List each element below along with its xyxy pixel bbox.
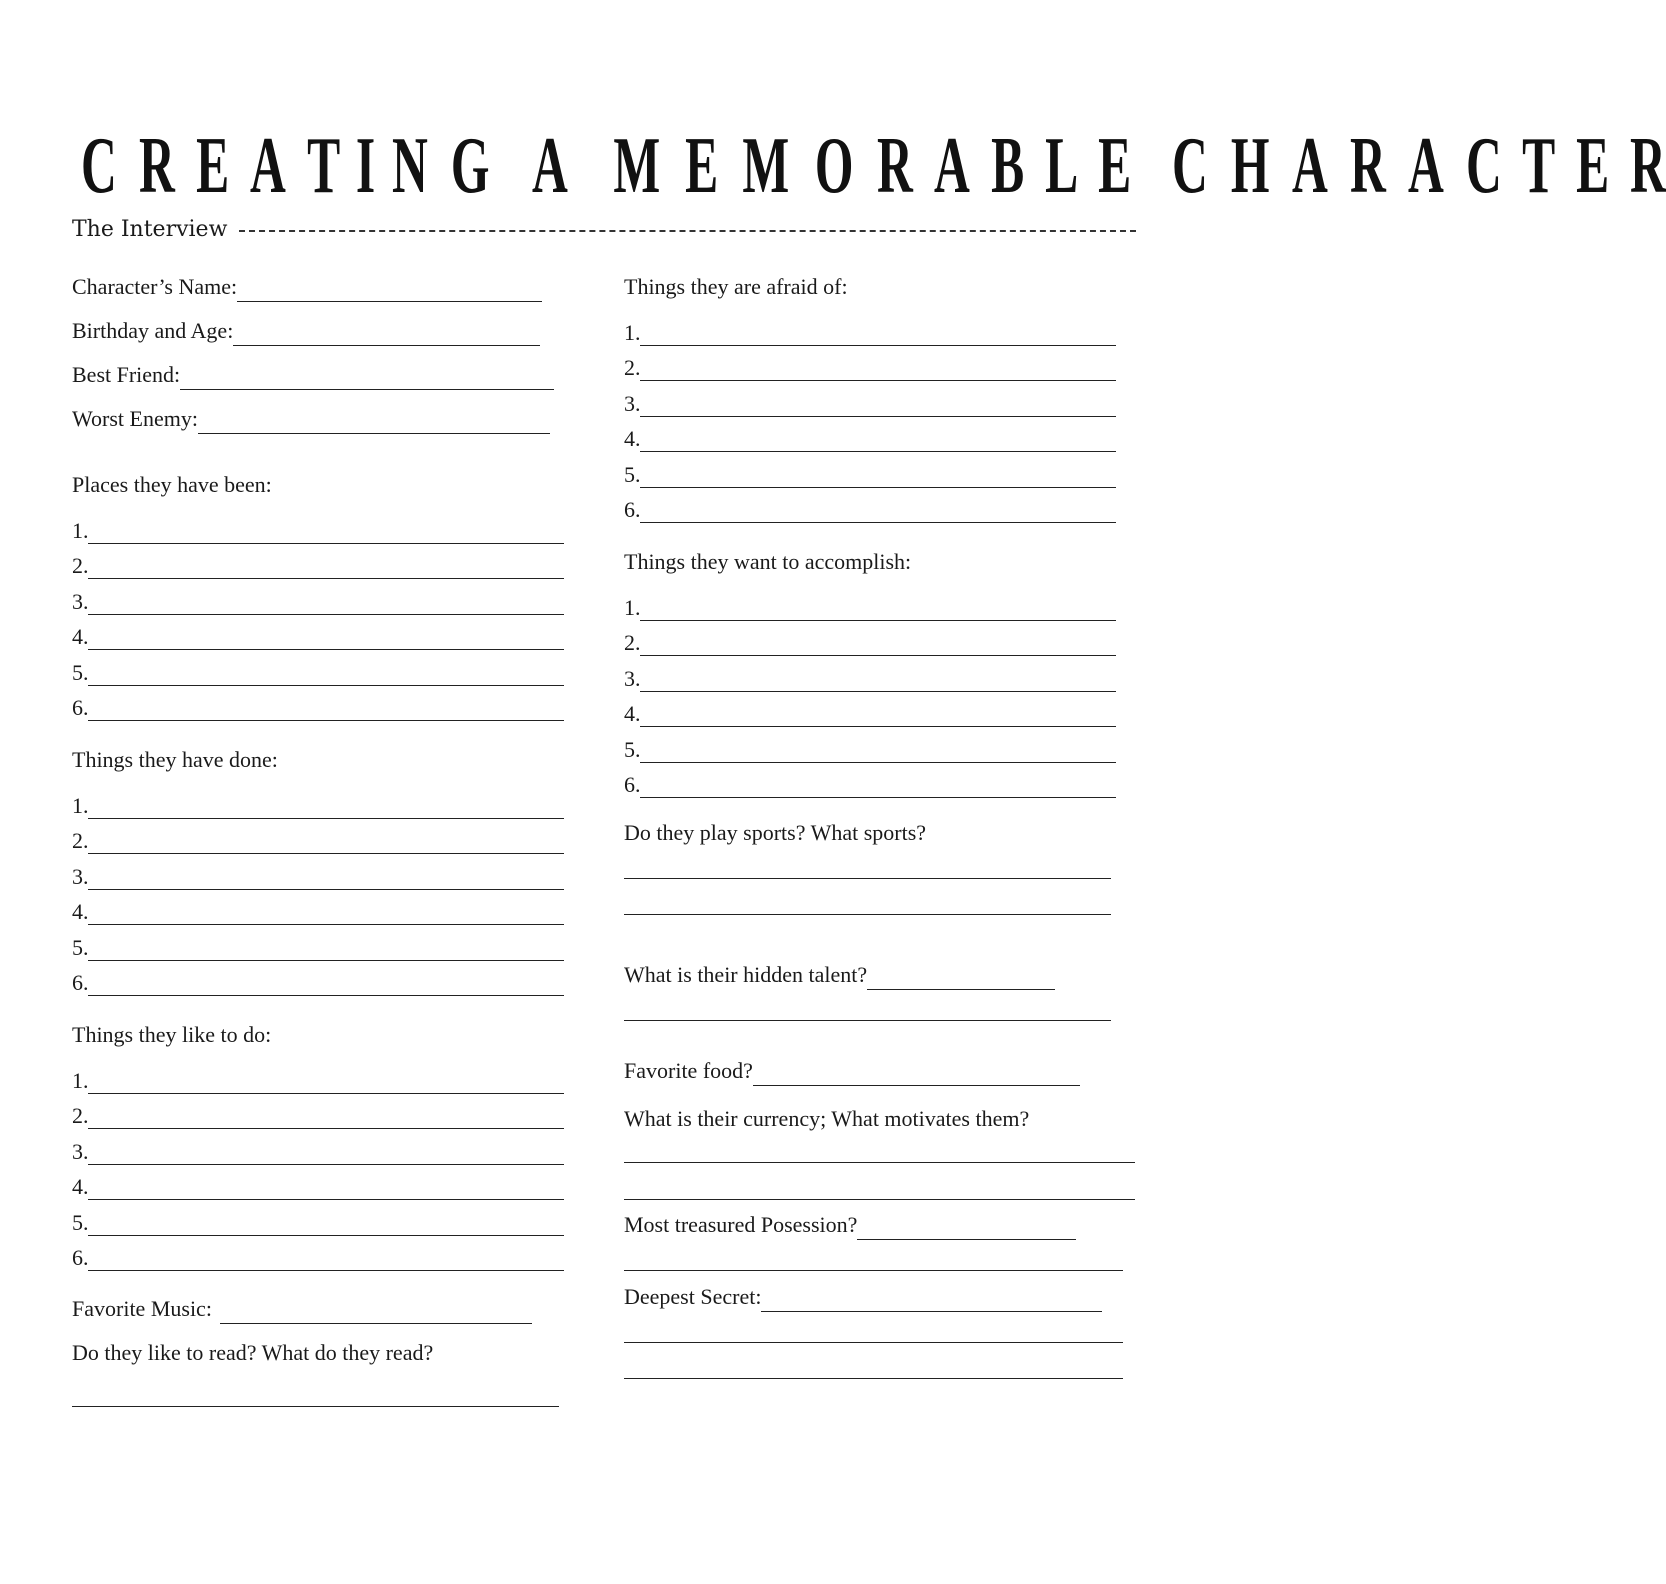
done-list xyxy=(72,783,564,996)
best-friend-input[interactable] xyxy=(180,367,554,390)
title-letter: I xyxy=(355,122,376,210)
accomplish-item-number: 2. xyxy=(624,630,641,655)
like-list xyxy=(72,1058,564,1271)
afraid-item-line[interactable] xyxy=(640,429,1116,452)
places-item-line[interactable] xyxy=(88,663,564,686)
title-space xyxy=(1145,128,1157,204)
done-item-3 xyxy=(72,854,564,890)
title-letter: R xyxy=(1350,122,1386,210)
character-name-input[interactable] xyxy=(237,279,542,302)
like-heading: Things they like to do: xyxy=(72,1022,272,1047)
accomplish-item-line[interactable] xyxy=(640,704,1116,727)
places-item-3 xyxy=(72,579,564,615)
title-letter: A xyxy=(1407,122,1444,210)
title-letter: T xyxy=(1522,122,1556,210)
sports-question: Do they play sports? What sports? xyxy=(624,820,927,845)
places-item-number: 2. xyxy=(72,553,89,578)
worst-enemy-input[interactable] xyxy=(198,411,550,434)
places-item-number: 5. xyxy=(72,659,89,685)
favorite-music-input[interactable] xyxy=(220,1301,532,1324)
title-letter: C xyxy=(1465,122,1502,210)
like-item-line[interactable] xyxy=(88,1106,564,1129)
afraid-item-line[interactable] xyxy=(640,465,1116,488)
accomplish-heading: Things they want to accomplish: xyxy=(624,549,912,574)
done-item-2 xyxy=(72,819,564,855)
title-letter: B xyxy=(991,122,1025,210)
like-item-line[interactable] xyxy=(88,1248,564,1271)
places-item-number: 6. xyxy=(72,695,89,720)
title-letter: C xyxy=(1172,122,1209,210)
like-item-line[interactable] xyxy=(88,1177,564,1200)
places-item-line[interactable] xyxy=(88,592,564,615)
afraid-item-number: 6. xyxy=(624,497,641,522)
done-item-5 xyxy=(72,925,564,961)
title-letter: R xyxy=(138,122,175,210)
dashed-rule xyxy=(239,230,1136,232)
done-item-line[interactable] xyxy=(88,902,564,925)
like-item-number: 4. xyxy=(72,1174,89,1199)
accomplish-item-line[interactable] xyxy=(640,669,1116,692)
like-item-1 xyxy=(72,1058,564,1094)
done-item-number: 5. xyxy=(72,934,89,960)
places-item-number: 1. xyxy=(72,517,89,543)
like-item-line[interactable] xyxy=(88,1213,564,1236)
character-name-field xyxy=(72,272,542,302)
accomplish-item-number: 5. xyxy=(624,736,641,762)
title-letter: R xyxy=(1630,122,1666,210)
like-item-line[interactable] xyxy=(88,1142,564,1165)
worst-enemy-label: Worst Enemy: xyxy=(72,406,198,431)
title-space xyxy=(505,128,517,204)
currency-answer-line-2[interactable] xyxy=(624,1199,1135,1200)
accomplish-item-line[interactable] xyxy=(640,740,1116,763)
afraid-item-3 xyxy=(624,381,1116,417)
like-item-number: 5. xyxy=(72,1209,89,1235)
places-heading: Places they have been: xyxy=(72,472,272,497)
afraid-item-number: 4. xyxy=(624,426,641,451)
places-item-line[interactable] xyxy=(88,627,564,650)
deepest-secret-field xyxy=(624,1282,1102,1312)
title-letter: M xyxy=(613,122,661,210)
like-item-5 xyxy=(72,1200,564,1236)
deepest-secret-input[interactable] xyxy=(761,1289,1102,1312)
hidden-talent-answer-line[interactable] xyxy=(624,1020,1111,1021)
best-friend-field xyxy=(72,360,554,390)
hidden-talent-field xyxy=(624,960,1055,990)
places-item-number: 3. xyxy=(72,588,89,614)
title-letter: E xyxy=(1098,122,1132,210)
section-subtitle xyxy=(72,214,1136,244)
deepest-secret-label: Deepest Secret: xyxy=(624,1284,762,1309)
afraid-item-line[interactable] xyxy=(640,394,1116,417)
like-item-6 xyxy=(72,1236,564,1272)
afraid-item-1 xyxy=(624,310,1116,346)
currency-answer-line-1[interactable] xyxy=(624,1162,1135,1163)
like-item-line[interactable] xyxy=(88,1071,564,1094)
like-item-4 xyxy=(72,1165,564,1201)
hidden-talent-label: What is their hidden talent? xyxy=(624,962,868,987)
currency-question: What is their currency; What motivates them? xyxy=(624,1106,1030,1131)
accomplish-item-line[interactable] xyxy=(640,598,1116,621)
afraid-item-number: 2. xyxy=(624,355,641,380)
subtitle-label: The Interview xyxy=(72,216,228,242)
places-item-line[interactable] xyxy=(88,698,564,721)
sports-answer-line-1[interactable] xyxy=(624,878,1111,879)
done-item-number: 6. xyxy=(72,970,89,995)
like-item-number: 2. xyxy=(72,1103,89,1128)
done-item-line[interactable] xyxy=(88,831,564,854)
accomplish-item-number: 6. xyxy=(624,772,641,797)
best-friend-label: Best Friend: xyxy=(72,362,181,387)
accomplish-list xyxy=(624,585,1116,798)
title-letter: G xyxy=(450,122,490,210)
done-item-number: 4. xyxy=(72,899,89,924)
accomplish-item-line[interactable] xyxy=(640,633,1116,656)
places-item-number: 4. xyxy=(72,624,89,649)
character-name-label: Character’s Name: xyxy=(72,274,238,299)
like-item-number: 1. xyxy=(72,1067,89,1093)
sports-answer-line-2[interactable] xyxy=(624,914,1111,915)
deepest-secret-answer-line-2[interactable] xyxy=(624,1378,1123,1379)
accomplish-item-number: 3. xyxy=(624,665,641,691)
hidden-talent-input[interactable] xyxy=(867,967,1055,990)
afraid-item-6 xyxy=(624,488,1116,524)
afraid-item-number: 5. xyxy=(624,461,641,487)
accomplish-item-number: 4. xyxy=(624,701,641,726)
birthday-field xyxy=(72,316,540,346)
done-item-number: 2. xyxy=(72,828,89,853)
afraid-item-2 xyxy=(624,346,1116,382)
done-item-number: 3. xyxy=(72,863,89,889)
title-letter: A xyxy=(934,122,971,210)
places-item-4 xyxy=(72,615,564,651)
done-item-line[interactable] xyxy=(88,973,564,996)
like-item-number: 3. xyxy=(72,1138,89,1164)
read-question: Do they like to read? What do they read? xyxy=(72,1340,434,1365)
title-space xyxy=(583,128,595,204)
accomplish-item-3 xyxy=(624,656,1116,692)
deepest-secret-answer-line-1[interactable] xyxy=(624,1342,1123,1343)
title-letter: E xyxy=(1575,122,1609,210)
title-letter: H xyxy=(1230,122,1270,210)
afraid-item-4 xyxy=(624,417,1116,453)
places-item-line[interactable] xyxy=(88,556,564,579)
title-letter: C xyxy=(80,122,117,210)
places-list xyxy=(72,508,564,721)
done-item-line[interactable] xyxy=(88,938,564,961)
places-item-5 xyxy=(72,650,564,686)
treasured-possession-input[interactable] xyxy=(857,1217,1076,1240)
title-letter: L xyxy=(1044,122,1078,210)
done-heading: Things they have done: xyxy=(72,747,278,772)
afraid-item-line[interactable] xyxy=(640,323,1116,346)
birthday-label: Birthday and Age: xyxy=(72,318,234,343)
page-title xyxy=(70,122,1666,210)
title-letter: E xyxy=(684,122,718,210)
places-item-1 xyxy=(72,508,564,544)
title-letter: O xyxy=(815,122,854,210)
accomplish-item-4 xyxy=(624,692,1116,728)
done-item-4 xyxy=(72,890,564,926)
accomplish-item-6 xyxy=(624,763,1116,799)
done-item-1 xyxy=(72,783,564,819)
birthday-input[interactable] xyxy=(233,323,540,346)
page-title-letters xyxy=(70,122,1666,210)
favorite-music-label: Favorite Music: xyxy=(72,1296,212,1321)
title-letter: A xyxy=(1292,122,1329,210)
afraid-item-5 xyxy=(624,452,1116,488)
afraid-heading: Things they are afraid of: xyxy=(624,274,848,299)
like-item-number: 6. xyxy=(72,1245,89,1270)
done-item-line[interactable] xyxy=(88,867,564,890)
favorite-food-input[interactable] xyxy=(753,1063,1080,1086)
places-item-6 xyxy=(72,686,564,722)
treasured-possession-field xyxy=(624,1210,1076,1240)
accomplish-item-1 xyxy=(624,585,1116,621)
accomplish-item-line[interactable] xyxy=(640,775,1116,798)
like-item-2 xyxy=(72,1094,564,1130)
treasured-possession-label: Most treasured Posession? xyxy=(624,1212,858,1237)
accomplish-item-number: 1. xyxy=(624,594,641,620)
places-item-line[interactable] xyxy=(88,521,564,544)
favorite-food-field xyxy=(624,1056,1080,1086)
read-answer-line[interactable] xyxy=(72,1406,559,1407)
treasured-possession-answer-line[interactable] xyxy=(624,1270,1123,1271)
afraid-list xyxy=(624,310,1116,523)
accomplish-item-5 xyxy=(624,727,1116,763)
afraid-item-line[interactable] xyxy=(640,500,1116,523)
accomplish-item-2 xyxy=(624,621,1116,657)
done-item-6 xyxy=(72,961,564,997)
title-letter: A xyxy=(532,122,569,210)
title-letter: R xyxy=(876,122,913,210)
worst-enemy-field xyxy=(72,404,550,434)
title-letter: E xyxy=(195,122,229,210)
afraid-item-number: 3. xyxy=(624,390,641,416)
title-letter: T xyxy=(306,122,340,210)
favorite-music-field xyxy=(72,1294,532,1324)
afraid-item-number: 1. xyxy=(624,319,641,345)
favorite-food-label: Favorite food? xyxy=(624,1058,753,1083)
places-item-2 xyxy=(72,544,564,580)
done-item-line[interactable] xyxy=(88,796,564,819)
title-letter: A xyxy=(249,122,286,210)
done-item-number: 1. xyxy=(72,792,89,818)
title-letter: N xyxy=(392,122,429,210)
like-item-3 xyxy=(72,1129,564,1165)
afraid-item-line[interactable] xyxy=(640,358,1116,381)
title-letter: M xyxy=(742,122,790,210)
